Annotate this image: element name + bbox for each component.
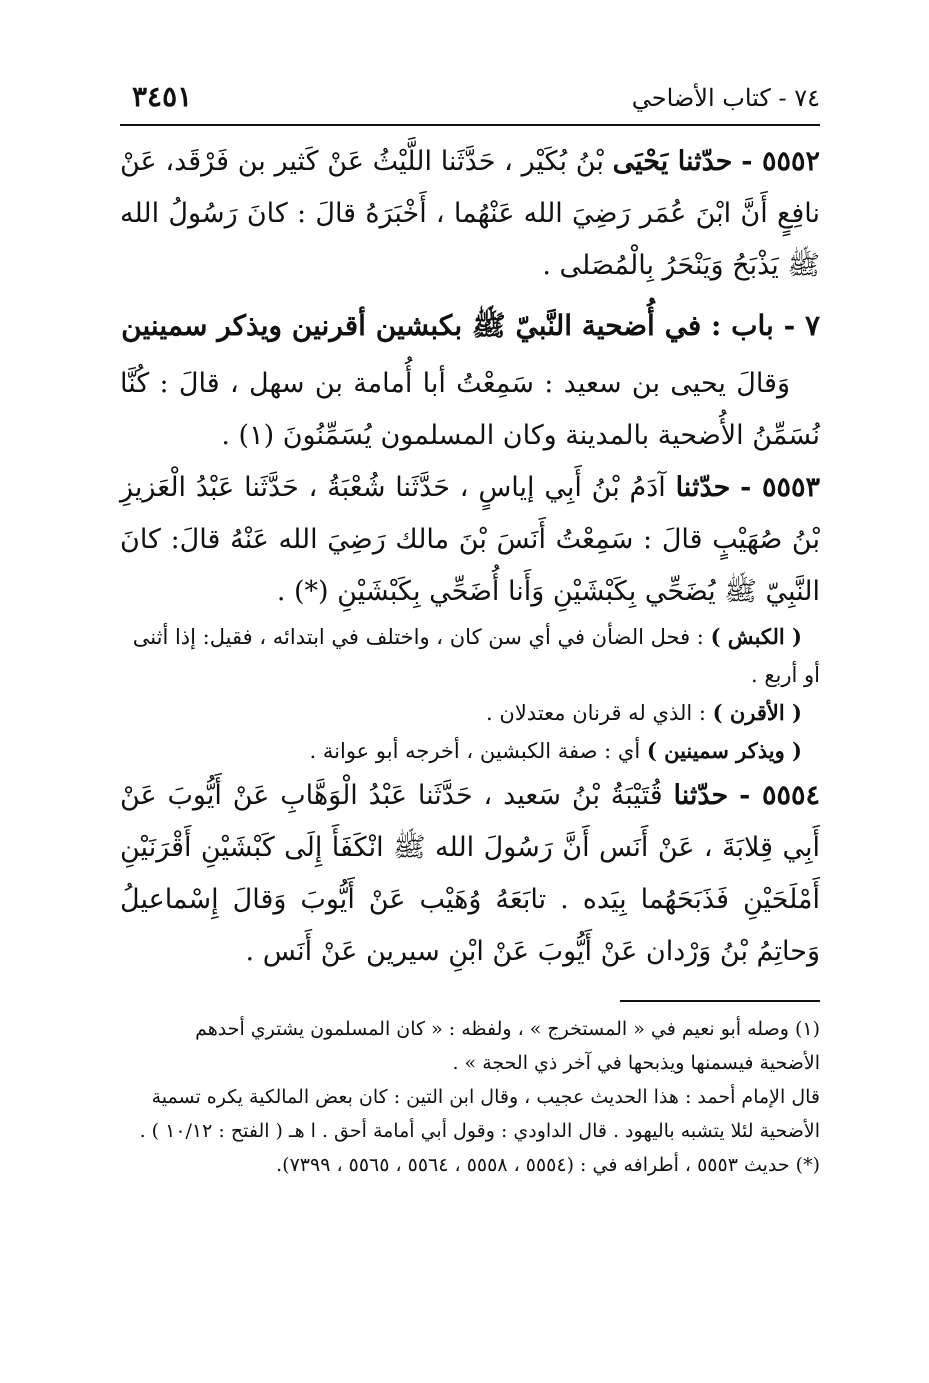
gloss-text: : الذي له قرنان معتدلان .	[486, 701, 706, 725]
gloss-term: ( الأقرن )	[712, 700, 802, 725]
hadith-text: بْنُ بُكَيْر ، حَدَّثَنا اللَّيْثُ عَنْ كَثير بن فَرْقَد، عَنْ نافِعٍ أَنَّ ابْنَ عُمَر رَضِيَ الله عَنْهُما ، أَخْبَرَهُ قالَ : كانَ رَسُولُ الله ﷺ يَذْبَحُ وَيَنْحَرُ بِالْمُصَلى .	[120, 146, 820, 281]
chapter-title: ٧٤ - كتاب الأضاحي	[631, 84, 820, 112]
chapter-heading: ٧ - باب : في أُضحية النَّبيّ ﷺ بكبشين أقرنين ويذكر سمينين	[121, 309, 820, 342]
footnote-1-commentary: قال الإمام أحمد : هذا الحديث عجيب ، وقال ابن التين : كان بعض المالكية يكره تسمية الأضحية لئلا يتشبه باليهود . قال الداودي : وقول أبي أمامة أحق . ا هـ ( الفتح : ١٠/١٢ ) .	[139, 1086, 820, 1142]
main-text	[120, 136, 820, 978]
gloss-term: ( ويذكر سمينين )	[646, 738, 802, 763]
hadith-lead: حدّثنا يَحْيَى	[612, 146, 733, 177]
running-header	[120, 78, 820, 126]
narration-yahya: وَقالَ يحيى بن سعيد : سَمِعْتُ أبا أُمامة بن سهل ، قالَ : كُنَّا نُسَمِّنُ الأُضحية بالمدينة وكان المسلمون يُسَمِّنُونَ (١) .	[120, 368, 820, 451]
hadith-number: ٥٥٥٣ -	[740, 472, 820, 503]
page-number: ٣٤٥١	[132, 80, 193, 113]
hadith-number: ٥٥٥٤ -	[739, 780, 820, 811]
gloss-aqran	[120, 694, 820, 732]
gloss-kabsh	[120, 618, 820, 694]
footnote-divider	[620, 1000, 820, 1002]
gloss-text: أي : صفة الكبشين ، أخرجه أبو عوانة .	[309, 739, 641, 763]
gloss-sameenain	[120, 732, 820, 770]
book-page	[120, 78, 820, 1328]
hadith-5553	[120, 462, 820, 618]
footnote-1-line-1: (١) وصله أبو نعيم في « المستخرج » ، ولفظه : « كان المسلمون يشتري أحدهم	[195, 1018, 820, 1040]
hadith-lead: حدّثنا	[675, 472, 731, 503]
hadith-5554	[120, 770, 820, 978]
footnotes	[120, 1012, 820, 1182]
hadith-text: قُتَيْبَةُ بْنُ سَعيد ، حَدَّثَنا عَبْدُ الْوَهَّابِ عَنْ أَيُّوبَ عَنْ أَبِي قِلابَةَ ، عَنْ أَنَس أَنَّ رَسُولَ الله ﷺ انْكَفَأَ إِلَى كَبْشَيْنِ أَقْرَنَيْنِ أَمْلَحَيْنِ فَذَبَحَهُما بِيَده . تابَعَهُ وُهَيْب عَنْ أَيُّوبَ وَقالَ إِسْماعيلُ وَحاتِمُ بْنُ وَرْدان عَنْ أَيُّوبَ عَنْ ابْنِ سيرين عَنْ أَنَس .	[120, 780, 820, 967]
footnote-1-line-2: الأضحية فيسمنها ويذبحها في آخر ذي الحجة » .	[452, 1052, 820, 1074]
hadith-number: ٥٥٥٢ -	[741, 146, 820, 177]
hadith-5552	[120, 136, 820, 292]
hadith-text: آدَمُ بْنُ أَبِي إياسٍ ، حَدَّثَنا شُعْبَةُ ، حَدَّثَنا عَبْدُ الْعَزيزِ بْنُ صُهَيْبٍ قالَ : سَمِعْتُ أَنَسَ بْنَ مالك رَضِيَ الله عَنْهُ قالَ: كانَ النَّبِيّ ﷺ يُضَحِّي بِكَبْشَيْنِ وَأَنا أُضَحِّي بِكَبْشَيْنِ (*) .	[120, 472, 820, 607]
gloss-term: ( الكبش )	[710, 624, 802, 649]
gloss-text: : فحل الضأن في أي سن كان ، واختلف في ابتدائه ، فقيل: إذا أثنى أو أربع .	[132, 625, 820, 687]
hadith-lead: حدّثنا	[673, 780, 729, 811]
footnote-star: (*) حديث ٥٥٥٣ ، أطرافه في : (٥٥٥٤ ، ٥٥٥٨ ، ٥٥٦٤ ، ٥٥٦٥ ، ٧٣٩٩).	[276, 1154, 820, 1176]
